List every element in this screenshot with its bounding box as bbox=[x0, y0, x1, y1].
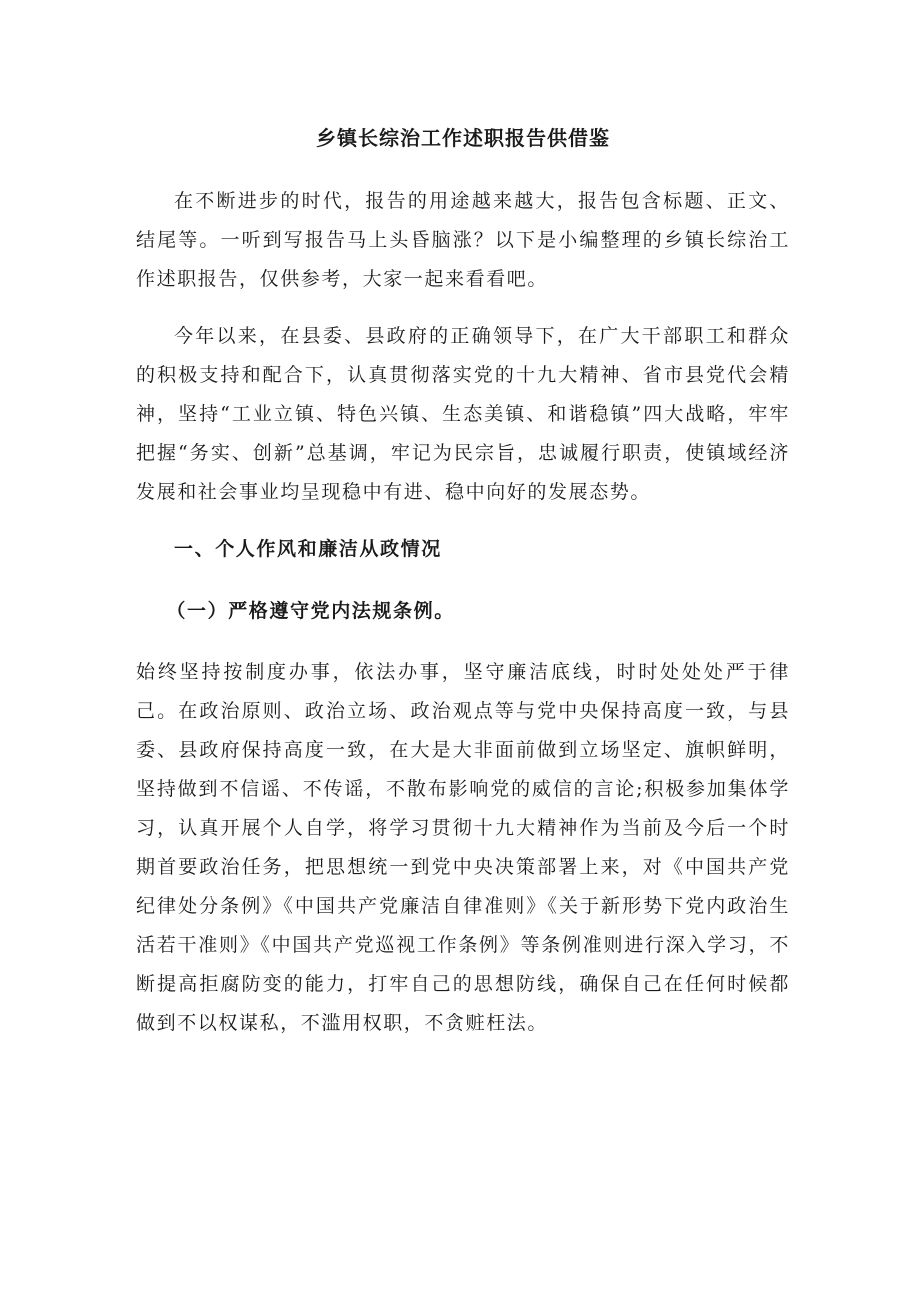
intro-paragraph: 在不断进步的时代，报告的用途越来越大，报告包含标题、正文、结尾等。一听到写报告马上头昏脑涨？以下是小编整理的乡镇长综治工作述职报告，仅供参考，大家一起来看看吧。 bbox=[136, 190, 790, 290]
subsection-body-1: 始终坚持按制度办事，依法办事，坚守廉洁底线，时时处处处严于律己。在政治原则、政治立场、政治观点等与党中央保持高度一致，与县委、县政府保持高度一致，在大是大非面前做到立场坚定、旗帜鲜明，坚持做到不信谣、不传谣，不散布影响党的威信的言论;积极参加集体学习，认真开展个人自学，将学习贯彻十九大精神作为当前及今后一个时期首要政治任务，把思想统一到党中央决策部署上来，对《中国共产党纪律处分条例》《中国共产党廉洁自律准则》《关于新形势下党内政治生活若干准则》《中国共产党巡视工作条例》等条例准则进行深入学习，不断提高拒腐防变的能力，打牢自己的思想防线，确保自己在任何时候都做到不以权谋私，不滥用权职，不贪赃枉法。 bbox=[136, 661, 790, 1034]
body-paragraph-1: 今年以来，在县委、县政府的正确领导下，在广大干部职工和群众的积极支持和配合下，认真贯彻落实党的十九大精神、省市县党代会精神，坚持“工业立镇、特色兴镇、生态美镇、和谐稳镇”四大战略，牢牢把握“务实、创新”总基调，牢记为民宗旨，忠诚履行职责，使镇域经济发展和社会事业均呈现稳中有进、稳中向好的发展态势。 bbox=[136, 325, 790, 503]
subsection-heading-1: （一）严格遵守党内法规条例。 bbox=[166, 600, 455, 622]
document-title: 乡镇长综治工作述职报告供借鉴 bbox=[316, 126, 610, 150]
section-heading-1: 一、个人作风和廉洁从政情况 bbox=[174, 538, 442, 560]
document-page bbox=[136, 120, 790, 1061]
